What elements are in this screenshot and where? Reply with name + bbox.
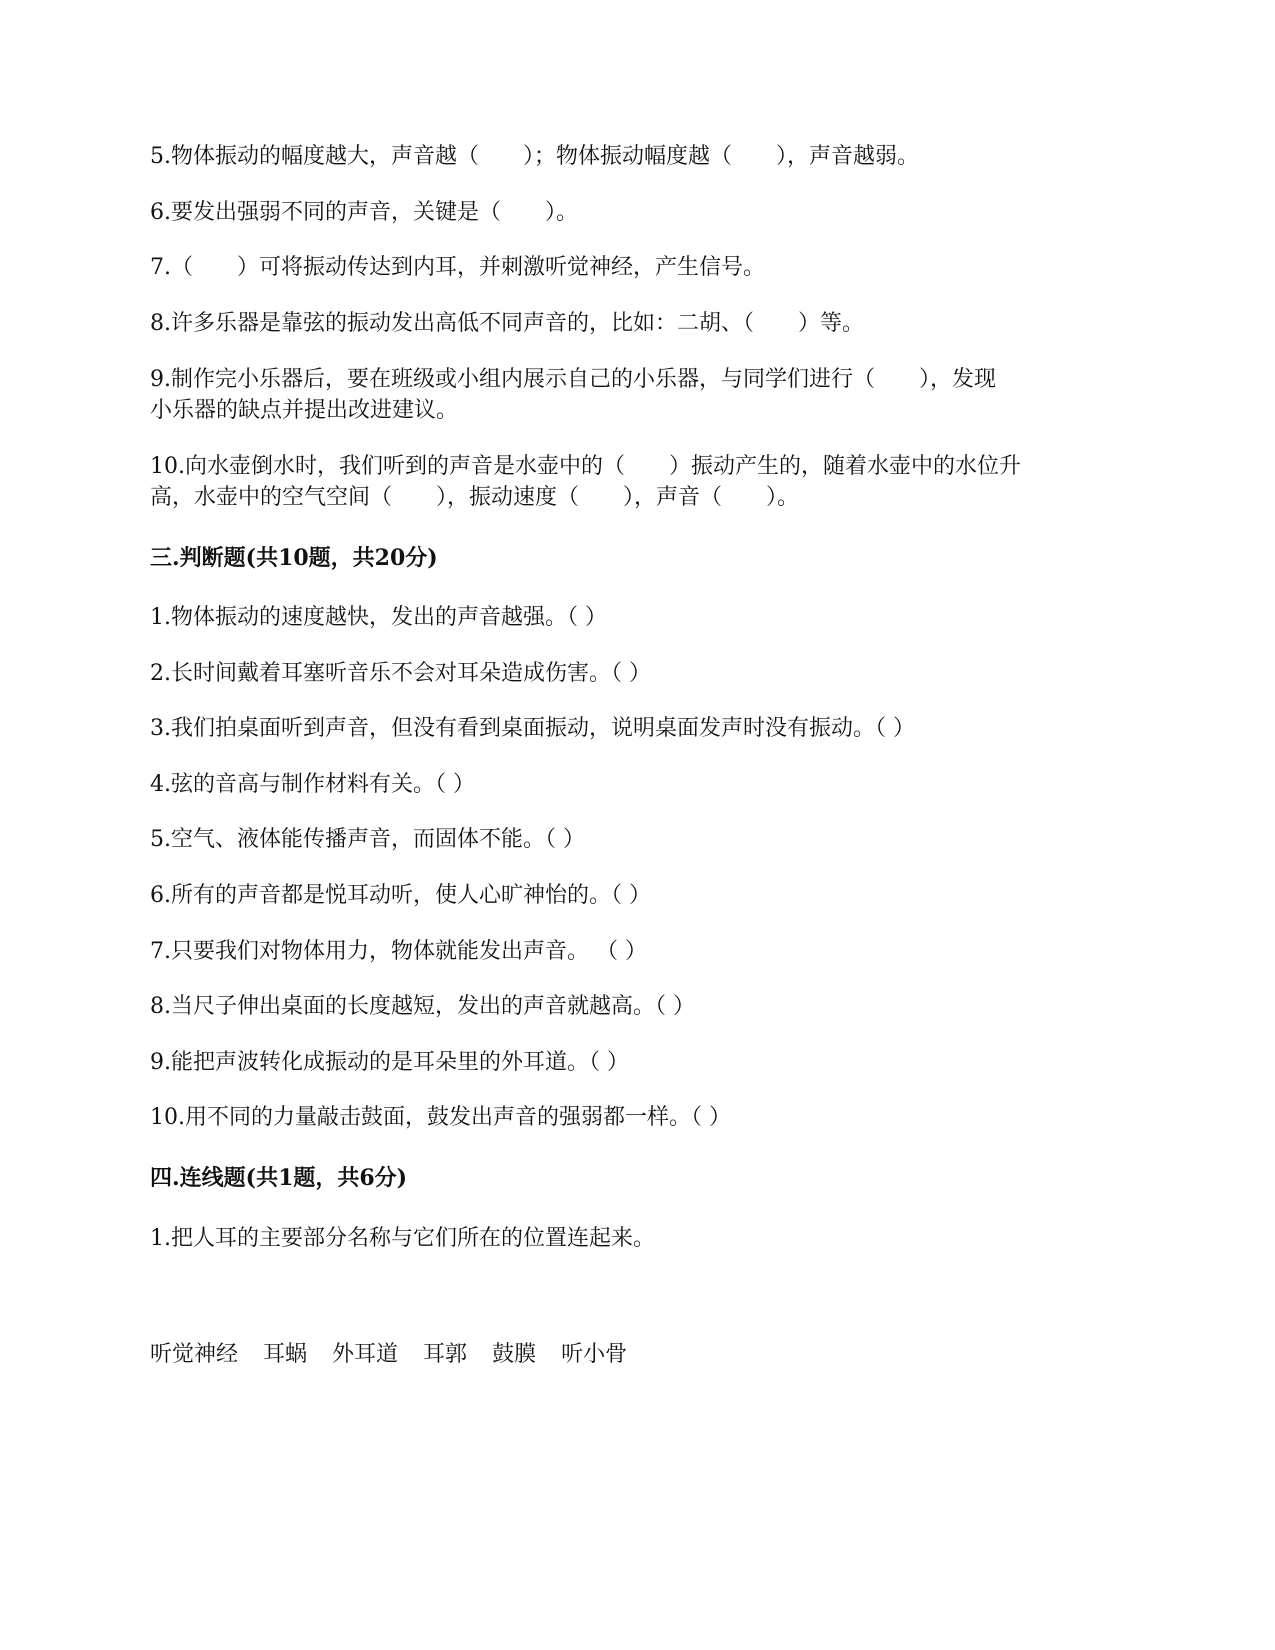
judgment-item-1: 1.物体振动的速度越快，发出的声音越强。（ ） xyxy=(150,605,607,630)
judgment-item-2: 2.长时间戴着耳塞听音乐不会对耳朵造成伤害。（ ） xyxy=(150,661,651,686)
judgment-item-6: 6.所有的声音都是悦耳动听，使人心旷神怡的。（ ） xyxy=(150,883,651,908)
judgment-item-10: 10.用不同的力量敲击鼓面，鼓发出声音的强弱都一样。（ ） xyxy=(150,1105,731,1130)
judgment-item-3: 3.我们拍桌面听到声音，但没有看到桌面振动，说明桌面发声时没有振动。（ ） xyxy=(150,716,915,741)
judgment-item-9: 9.能把声波转化成振动的是耳朵里的外耳道。（ ） xyxy=(150,1050,629,1075)
option-eardrum: 鼓膜 xyxy=(492,1342,537,1367)
fill-question-7: 7.（ ）可将振动传达到内耳，并刺激听觉神经，产生信号。 xyxy=(150,255,765,280)
fill-question-9-line-2: 小乐器的缺点并提出改进建议。 xyxy=(150,398,459,423)
option-cochlea: 耳蜗 xyxy=(263,1342,308,1367)
judgment-item-8: 8.当尺子伸出桌面的长度越短，发出的声音就越高。（ ） xyxy=(150,994,695,1019)
option-ear-canal: 外耳道 xyxy=(332,1342,399,1367)
judgment-section-heading: 三.判断题(共10题，共20分) xyxy=(150,545,438,571)
fill-question-10-line-1: 10.向水壶倒水时，我们听到的声音是水壶中的（ ）振动产生的，随着水壶中的水位升 xyxy=(150,454,1021,479)
option-ossicles: 听小骨 xyxy=(561,1342,628,1367)
matching-question-1: 1.把人耳的主要部分名称与它们所在的位置连起来。 xyxy=(150,1226,655,1251)
judgment-item-5: 5.空气、液体能传播声音，而固体不能。（ ） xyxy=(150,827,585,852)
judgment-item-7: 7.只要我们对物体用力，物体就能发出声音。 （ ） xyxy=(150,939,647,964)
fill-question-6: 6.要发出强弱不同的声音，关键是（ ）。 xyxy=(150,200,578,225)
option-auricle: 耳郭 xyxy=(423,1342,468,1367)
matching-options xyxy=(150,1339,645,1371)
fill-question-8: 8.许多乐器是靠弦的振动发出高低不同声音的，比如：二胡、（ ）等。 xyxy=(150,311,864,336)
fill-question-5: 5.物体振动的幅度越大，声音越（ ）；物体振动幅度越（ ），声音越弱。 xyxy=(150,144,919,169)
fill-question-9-line-1: 9.制作完小乐器后，要在班级或小组内展示自己的小乐器，与同学们进行（ ），发现 xyxy=(150,367,996,392)
fill-question-10-line-2: 高，水壶中的空气空间（ ），振动速度（ ），声音（ ）。 xyxy=(150,485,800,510)
judgment-item-4: 4.弦的音高与制作材料有关。（ ） xyxy=(150,772,475,797)
option-auditory-nerve: 听觉神经 xyxy=(150,1342,239,1367)
matching-section-heading: 四.连线题(共1题，共6分) xyxy=(150,1165,408,1191)
